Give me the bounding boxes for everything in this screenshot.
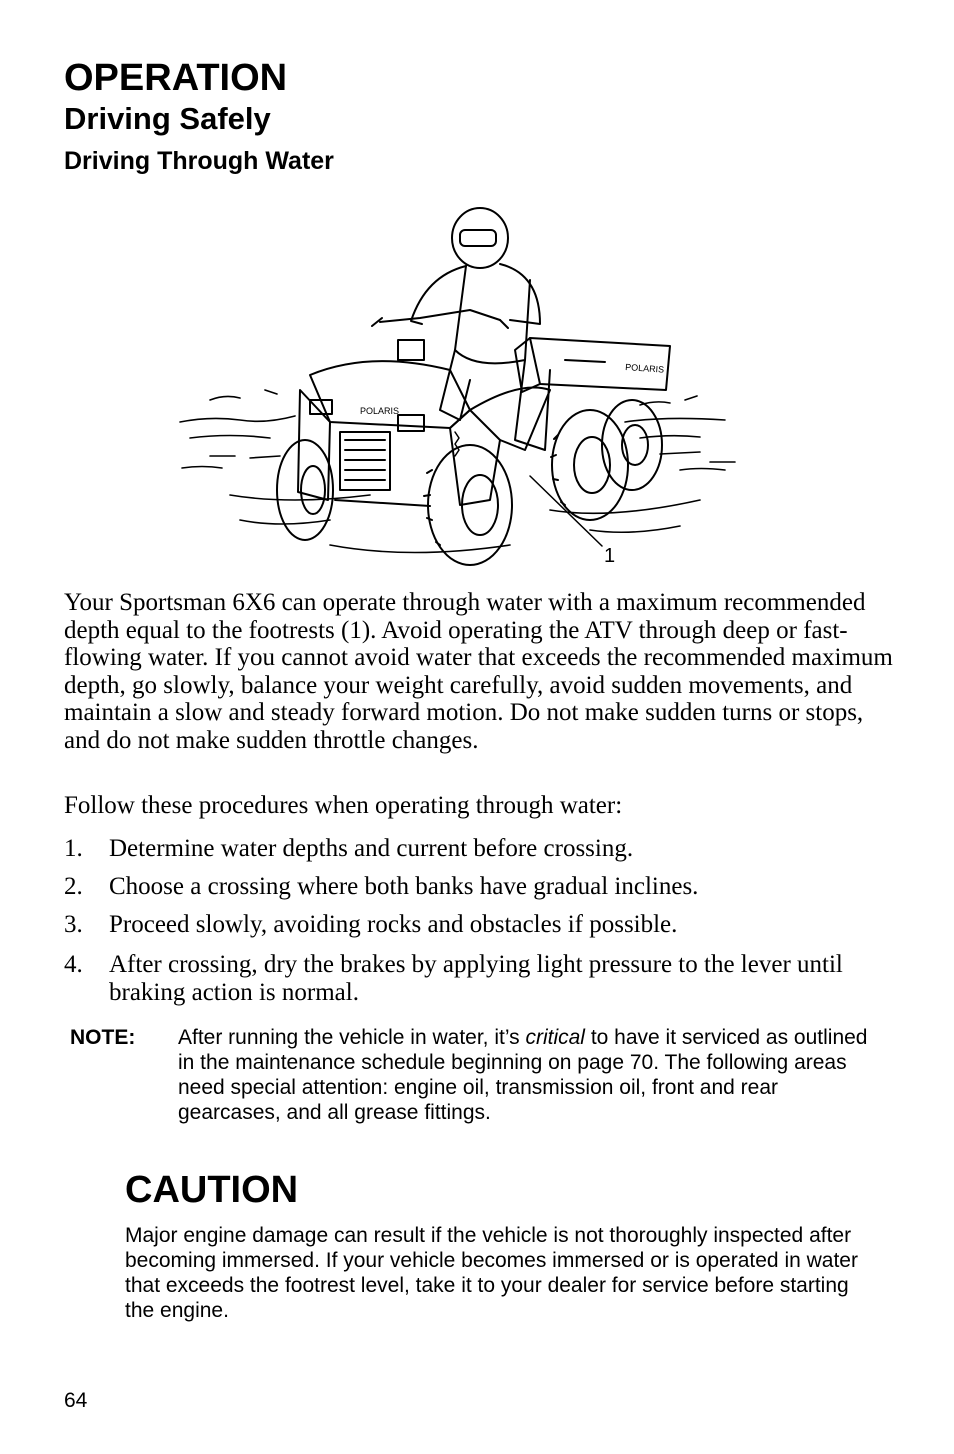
- list-item-number: 4.: [64, 951, 83, 978]
- water-lines: [180, 390, 735, 553]
- procedure-lead-in: Follow these procedures when operating through water:: [64, 792, 623, 819]
- callout-leader: [530, 476, 602, 546]
- list-item-number: 1.: [64, 835, 83, 862]
- rider: [411, 208, 550, 450]
- note-label: NOTE:: [70, 1026, 136, 1049]
- list-item-number: 2.: [64, 873, 83, 900]
- page-number: 64: [64, 1389, 88, 1412]
- section-heading: OPERATION: [64, 57, 288, 99]
- handlebars: [372, 310, 508, 360]
- note-body: [178, 1025, 868, 1125]
- rear-brand-mark: POLARIS: [624, 362, 665, 375]
- cargo-box: [515, 338, 670, 392]
- caution-heading: CAUTION: [125, 1169, 299, 1211]
- list-item-text: After crossing, dry the brakes by applying light pressure to the lever until braking action is normal.: [109, 951, 843, 1006]
- front-brand-mark: POLARIS: [360, 406, 400, 416]
- intro-paragraph: Your Sportsman 6X6 can operate through water with a maximum recommended depth equal to the footrests (1). Avoid operating the ATV through deep or fast-flowing water. If you cannot avoid water that exceeds the recommended maximum depth, go slowly, balance your weight carefully, avoid sudden movements, and maintain a slow and steady forward motion. Do not make sudden turns or stops, and do not make sudden throttle changes.: [64, 589, 893, 754]
- list-item-text: Determine water depths and current before crossing.: [109, 835, 634, 862]
- footrest-callout-number: 1: [604, 545, 616, 567]
- caution-body: Major engine damage can result if the vehicle is not thoroughly inspected after becoming immersed. If your vehicle becomes immersed or is operated in water that exceeds the footrest level, take it to your dealer for service before starting the engine.: [125, 1224, 858, 1322]
- list-item-text: Choose a crossing where both banks have gradual inclines.: [109, 873, 699, 900]
- list-item-number: 3.: [64, 911, 83, 938]
- list-item-text: Proceed slowly, avoiding rocks and obstacles if possible.: [109, 911, 678, 938]
- topic-heading: Driving Through Water: [64, 147, 334, 175]
- note-emphasis: critical: [525, 1026, 585, 1049]
- atv-water-illustration: [170, 200, 750, 580]
- note-text: After running the vehicle in water, it’s: [178, 1026, 526, 1049]
- atv-body: [298, 361, 550, 506]
- rear-wheels: [551, 400, 662, 520]
- note-text-continued: to have it serviced as outlined in the maintenance schedule beginning on page 70. The following areas need special attention: engine oil, transmission oil, front and rear gearcases, and all grease fittings.: [178, 1026, 868, 1124]
- subsection-heading: Driving Safely: [64, 101, 271, 136]
